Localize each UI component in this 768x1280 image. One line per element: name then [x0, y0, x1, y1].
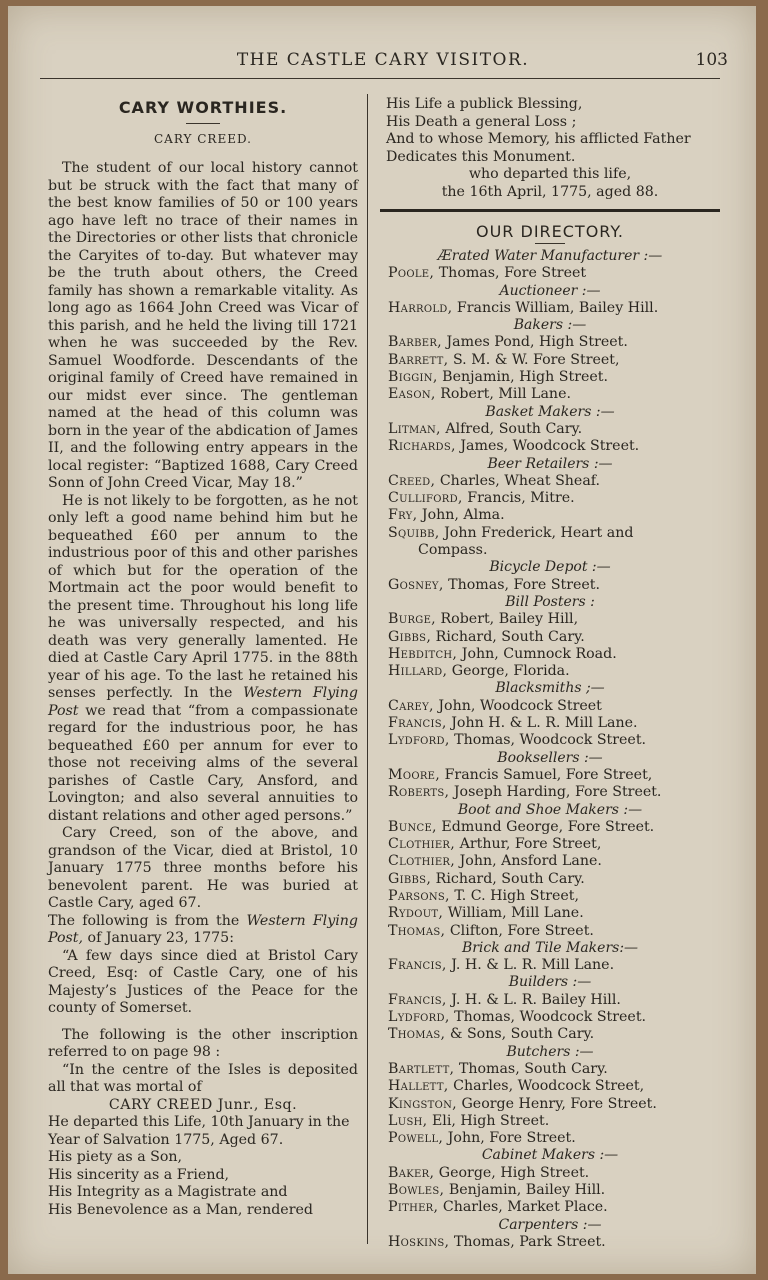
entry-surname: Creed,	[388, 472, 436, 489]
entry-details: John, Cumnock Road.	[457, 645, 617, 662]
directory-entry	[380, 1078, 720, 1095]
entry-details: Joseph Harding, Fore Street.	[449, 784, 662, 801]
epitaph-line: Year of Salvation 1775, Aged 67.	[48, 1131, 284, 1148]
epitaph-line: He departed this Life, 10th January in the	[48, 1114, 350, 1130]
directory-entry	[380, 300, 720, 317]
entry-surname: Francis,	[388, 957, 447, 974]
directory-category: Auctioneer :—	[499, 282, 601, 299]
directory-category: Bicycle Depot :—	[489, 559, 611, 576]
entry-surname: Parsons,	[388, 887, 450, 904]
entry-details: William, Mill Lane.	[443, 905, 584, 922]
directory-heading: OUR DIRECTORY.	[475, 222, 625, 241]
heading-rule	[186, 123, 220, 124]
entry-surname: Pither,	[388, 1199, 439, 1216]
entry-details: Richard, South Cary.	[431, 628, 585, 645]
entry-surname: Thomas,	[388, 922, 446, 939]
directory-entry	[380, 265, 720, 282]
entry-surname: Fry,	[388, 507, 418, 524]
entry-surname: Francis,	[388, 991, 447, 1008]
entry-surname: Barber,	[388, 334, 442, 351]
directory-entry	[380, 1165, 720, 1182]
entry-details: Thomas, South Cary.	[454, 1060, 608, 1077]
entry-details: James Pond, High Street.	[441, 334, 628, 351]
directory-category: Builders :—	[508, 974, 592, 991]
entry-details: Francis William, Bailey Hill.	[452, 299, 659, 316]
directory-entry	[380, 819, 720, 836]
entry-details: John, Alma.	[417, 507, 505, 524]
left-column	[48, 92, 358, 1219]
directory-entry	[380, 957, 720, 974]
directory-category: Beer Retailers :—	[487, 455, 613, 472]
directory-heading-rule	[535, 243, 565, 244]
directory-entry	[380, 923, 720, 940]
article-subheading: CARY CREED.	[154, 132, 252, 146]
directory-entry	[380, 646, 720, 663]
directory-entry	[380, 732, 720, 749]
entry-details: Robert, Mill Lane.	[435, 386, 571, 403]
right-epitaph	[380, 96, 720, 166]
entry-surname: Moore,	[388, 766, 441, 783]
entry-surname: Rydout,	[388, 905, 444, 922]
entry-surname: Culliford,	[388, 490, 463, 507]
directory-entry	[380, 1096, 720, 1113]
paragraph-6: The following is the other inscription referred to on page 98 :	[48, 1026, 358, 1060]
directory-entry	[380, 421, 720, 438]
epitaph-line: His Benevolence as a Man, rendered	[48, 1201, 313, 1218]
article-heading: CARY WORTHIES.	[118, 98, 288, 117]
directory-entry	[380, 438, 720, 455]
entry-surname: Thomas,	[388, 1026, 446, 1043]
directory-entry	[380, 715, 720, 732]
left-epitaph	[48, 1114, 358, 1219]
right-column	[380, 96, 720, 1251]
entry-surname: Hallett,	[388, 1078, 449, 1095]
entry-surname: Gibbs,	[388, 870, 432, 887]
directory-entry	[380, 836, 720, 853]
entry-surname: Hebditch,	[388, 645, 458, 662]
epitaph-end-2: the 16th April, 1775, aged 88.	[441, 183, 659, 200]
directory-entry	[380, 992, 720, 1009]
directory-entry	[380, 1009, 720, 1026]
entry-surname: Baker,	[388, 1164, 435, 1181]
entry-details: John H. & L. R. Mill Lane.	[446, 715, 638, 732]
epitaph-line: His Life a publick Blessing,	[386, 96, 583, 112]
entry-details: Francis Samuel, Fore Street,	[440, 766, 653, 783]
entry-surname: Bowles,	[388, 1182, 445, 1199]
entry-details: John, Woodcock Street	[433, 697, 602, 714]
header-rule	[40, 78, 720, 79]
directory-entry	[380, 386, 720, 403]
entry-surname: Burge,	[388, 611, 436, 628]
page-header	[38, 48, 728, 78]
directory-entry	[380, 507, 720, 524]
entry-details: Arthur, Fore Street,	[455, 836, 602, 853]
directory-entry	[380, 871, 720, 888]
entry-surname: Francis,	[388, 715, 447, 732]
directory-entry	[380, 1199, 720, 1216]
directory-entry	[380, 1130, 720, 1147]
entry-surname: Carey,	[388, 697, 434, 714]
entry-details: Benjamin, High Street.	[437, 369, 608, 386]
running-title: THE CASTLE CARY VISITOR.	[236, 50, 530, 70]
paragraph-3: Cary Creed, son of the above, and grandson of the Vicar, died at Bristol, 10 January 1775 three months before his benevolent parent. He was buried at Castle Cary, aged 67.	[48, 825, 358, 911]
epitaph-line: Dedicates this Monument.	[386, 148, 576, 165]
entry-details: Richard, South Cary.	[431, 870, 585, 887]
directory-entry	[380, 888, 720, 905]
paragraph-4: The following is from the Western Flying Post, of January 23, 1775:	[48, 912, 358, 946]
entry-details: Robert, Bailey Hill,	[435, 611, 579, 628]
directory-entry	[380, 853, 720, 870]
entry-details: Charles, Woodcock Street,	[448, 1078, 645, 1095]
epitaph-line: His Integrity as a Magistrate and	[48, 1184, 288, 1200]
paragraph-7: “In the centre of the Isles is deposited all that was mortal of	[48, 1061, 358, 1095]
directory-entry	[380, 698, 720, 715]
entry-details: & Sons, South Cary.	[445, 1026, 595, 1043]
directory-rule	[380, 209, 720, 212]
paragraph-2: He is not likely to be forgotten, as he not only left a good name behind him but he bequeathed £60 per annum to the industrious poor of this and other parishes of which but for the operation of the Mortmain act the poor would benefit to the present time. Throughout his long life he was universally respected, and his death was very generally lamented. He died at Castle Cary April 1775. in the 88th year of his age. To the last he retained his senses perfectly. In the Western Flying Post we read that “from a compassionate regard for the industrious poor, he has bequeathed £60 per annum for ever to those not receiving alms of the several parishes of Castle Cary, Ansford, and Lovington; and also several annuities to distant relations and other aged persons.”	[48, 492, 358, 824]
entry-details: Thomas, Woodcock Street.	[449, 1009, 647, 1026]
entry-details: George Henry, Fore Street.	[456, 1095, 657, 1112]
directory-entry	[380, 905, 720, 922]
directory-entry	[380, 1026, 720, 1043]
entry-details: Eli, High Street.	[427, 1112, 550, 1129]
entry-surname: Litman,	[388, 420, 441, 437]
entry-surname: Biggin,	[388, 369, 438, 386]
entry-details: George, High Street.	[434, 1164, 590, 1181]
entry-surname: Gosney,	[388, 576, 444, 593]
directory-category: Blacksmiths ;—	[495, 680, 605, 697]
entry-details: T. C. High Street,	[449, 887, 579, 904]
entry-details: Thomas, Fore Street	[434, 265, 587, 282]
directory-entry	[380, 334, 720, 351]
entry-details: J. H. & L. R. Bailey Hill.	[446, 991, 621, 1008]
directory-entry	[380, 490, 720, 507]
epitaph-line: And to whose Memory, his afflicted Father	[386, 131, 691, 147]
entry-surname: Gibbs,	[388, 628, 432, 645]
directory-category: Carpenters :—	[498, 1216, 602, 1233]
directory-entry	[380, 577, 720, 594]
directory-category: Booksellers :—	[497, 749, 603, 766]
directory-entry	[380, 1182, 720, 1199]
page-number: 103	[695, 50, 728, 70]
entry-surname: Clothier,	[388, 853, 456, 870]
entry-surname: Bunce,	[388, 818, 437, 835]
entry-surname: Poole,	[388, 265, 435, 282]
directory-category: Ærated Water Manufacturer :—	[437, 248, 663, 264]
entry-details: Benjamin, Bailey Hill.	[444, 1182, 606, 1199]
entry-details: Clifton, Fore Street.	[445, 922, 594, 939]
entry-details: S. M. & W. Fore Street,	[448, 351, 620, 368]
directory-entry	[380, 629, 720, 646]
entry-details: John Frederick, Heart and	[439, 524, 634, 541]
entry-details: John, Ansford Lane.	[455, 853, 602, 870]
entry-details: J. H. & L. R. Mill Lane.	[446, 957, 615, 974]
directory-category: Brick and Tile Makers:—	[461, 939, 639, 956]
directory-entry	[380, 369, 720, 386]
book-page	[8, 6, 756, 1274]
entry-surname: Kingston,	[388, 1095, 457, 1112]
paragraph-1: The student of our local history cannot but be struck with the fact that many of the best know families of 50 or 100 years ago have left no trace of their names in the Directories or other lists that chronicle the Caryites of to-day. But whatever may be the truth about others, the Creed family has shown a remarkable vitality. As long ago as 1664 John Creed was Vicar of this parish, and he held the living till 1721 when he was succeeded by the Rev. Samuel Woodforde. Descendants of the original family of Creed have remained in our midst ever since. The gentleman named at the head of this column was born in the year of the abdication of James II, and the following entry appears in the local register: “Baptized 1688, Cary Creed Sonn of John Creed Vicar, May 18.”	[48, 160, 358, 491]
entry-surname: Lydford,	[388, 1009, 450, 1026]
entry-details: John, Fore Street.	[443, 1130, 576, 1147]
entry-continuation: Compass.	[418, 542, 488, 559]
directory-entry	[380, 1113, 720, 1130]
directory-entry	[380, 1234, 720, 1251]
entry-surname: Lydford,	[388, 732, 450, 749]
paragraph-5: “A few days since died at Bristol Cary Creed, Esq: of Castle Cary, one of his Majesty’s Justices of the Peace for the county of Somerset.	[48, 947, 358, 1016]
directory-category: Butchers :—	[506, 1043, 594, 1060]
directory-category: Basket Makers :—	[485, 403, 615, 420]
epitaph-line: His Death a general Loss ;	[386, 113, 577, 130]
entry-details: George, Florida.	[447, 663, 570, 680]
entry-surname: Squibb,	[388, 524, 440, 541]
entry-details: Thomas, Park Street.	[449, 1233, 606, 1250]
entry-details: Thomas, Fore Street.	[443, 576, 601, 593]
entry-details: Edmund George, Fore Street.	[436, 818, 655, 835]
entry-details: Charles, Wheat Sheaf.	[435, 472, 601, 489]
directory-entry	[380, 1061, 720, 1078]
directory-entry	[380, 473, 720, 490]
directory-category: Bill Posters :	[505, 593, 595, 610]
directory-entry	[380, 611, 720, 628]
memorial-name: CARY CREED Junr., Esq.	[108, 1096, 298, 1113]
epitaph-line: His sincerity as a Friend,	[48, 1166, 230, 1183]
entry-surname: Barrett,	[388, 351, 449, 368]
entry-details: Charles, Market Place.	[438, 1199, 608, 1216]
directory-entry	[380, 767, 720, 784]
entry-surname: Powell,	[388, 1130, 444, 1147]
entry-details: Alfred, South Cary.	[440, 420, 583, 437]
entry-surname: Harrold,	[388, 299, 453, 316]
entry-details: Thomas, Woodcock Street.	[449, 732, 647, 749]
directory-entry	[380, 663, 720, 680]
directory-category: Bakers :—	[513, 317, 587, 334]
entry-details: Francis, Mitre.	[462, 490, 575, 507]
entry-surname: Clothier,	[388, 836, 456, 853]
entry-details: James, Woodcock Street.	[455, 438, 640, 455]
epitaph-end-1: who departed this life,	[468, 166, 632, 182]
entry-surname: Eason,	[388, 386, 436, 403]
entry-surname: Richards,	[388, 438, 456, 455]
column-divider	[367, 94, 368, 1244]
directory-category: Boot and Shoe Makers :—	[457, 801, 643, 818]
entry-surname: Hillard,	[388, 663, 448, 680]
entry-surname: Hoskins,	[388, 1233, 450, 1250]
entry-surname: Lush,	[388, 1112, 428, 1129]
directory-list	[380, 248, 720, 1251]
entry-surname: Bartlett,	[388, 1060, 455, 1077]
directory-entry	[380, 784, 720, 801]
entry-surname: Roberts,	[388, 784, 450, 801]
directory-entry	[380, 352, 720, 369]
directory-entry	[380, 525, 720, 560]
epitaph-line: His piety as a Son,	[48, 1149, 183, 1165]
directory-category: Cabinet Makers :—	[481, 1147, 619, 1164]
